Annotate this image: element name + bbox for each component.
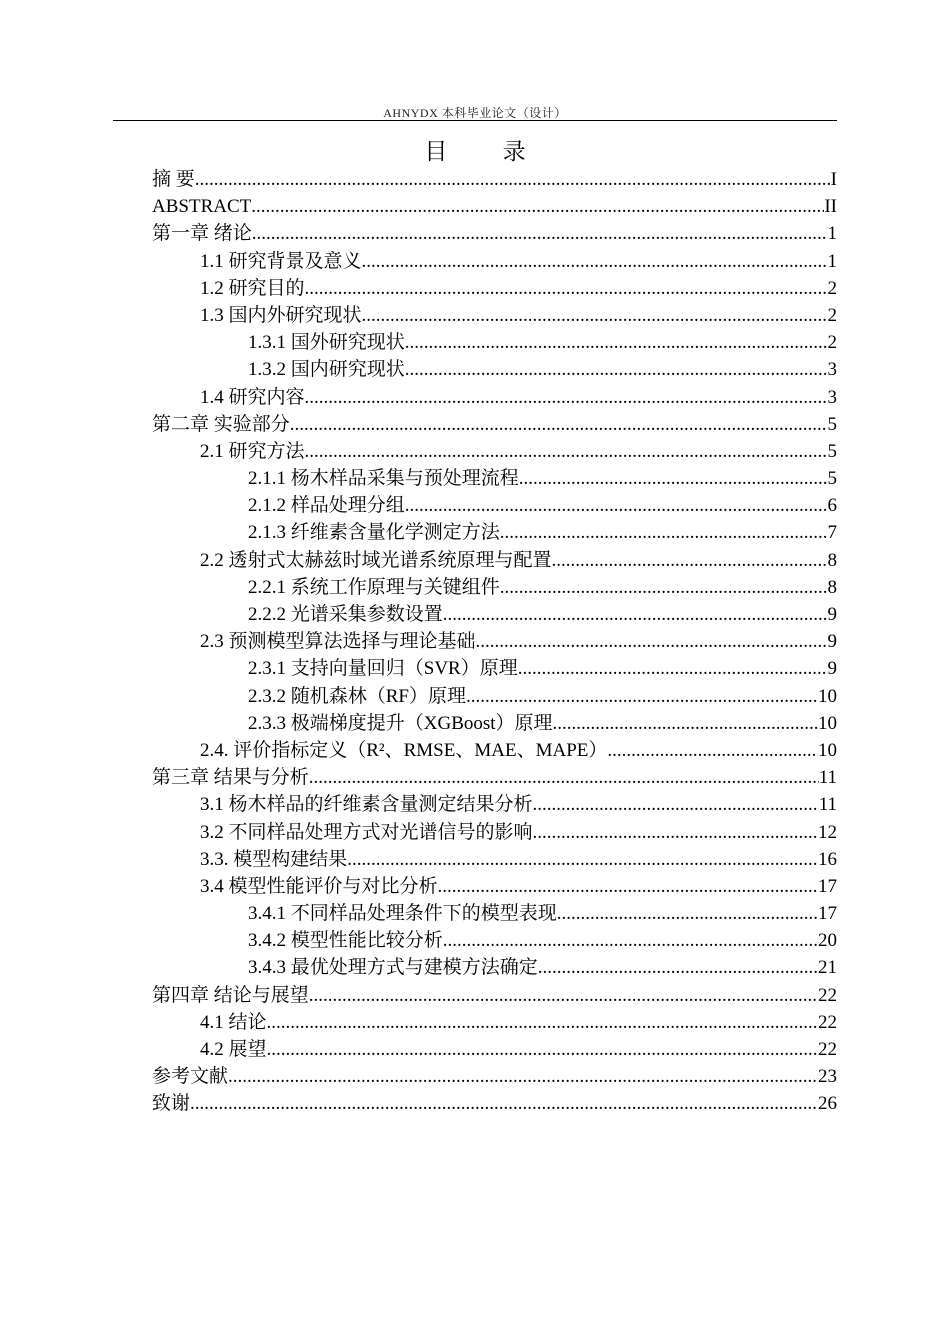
toc-dot-leader: [405, 356, 828, 383]
toc-entry[interactable]: [152, 683, 837, 710]
toc-entry-label: 参考文献: [152, 1066, 229, 1088]
toc-page-number: 5: [827, 468, 837, 490]
toc-page-number: 5: [827, 413, 837, 435]
toc-dot-leader: [500, 519, 828, 546]
toc-dot-leader: [443, 601, 828, 628]
toc-dot-leader: [362, 302, 828, 329]
toc-page-number: 11: [818, 767, 837, 789]
toc-page-number: 10: [818, 712, 837, 734]
toc-page-number: 9: [827, 631, 837, 653]
toc-dot-leader: [466, 683, 818, 710]
toc-dot-leader: [552, 547, 828, 574]
toc-page-number: 23: [818, 1066, 837, 1088]
toc-page-number: 26: [818, 1093, 837, 1115]
toc-entry[interactable]: [152, 954, 837, 981]
toc-entry-label: 3.3. 模型构建结果: [200, 848, 348, 870]
toc-entry[interactable]: [152, 982, 837, 1009]
toc-entry[interactable]: [152, 900, 837, 927]
page-header: AHNYDX 本科毕业论文（设计）: [383, 106, 567, 120]
toc-page-number: 2: [827, 304, 837, 326]
toc-entry-label: 2.3.2 随机森林（RF）原理: [248, 685, 466, 707]
toc-entry-label: 2.3.3 极端梯度提升（XGBoost）原理: [248, 712, 553, 734]
toc-entry-label: 2.1.1 杨木样品采集与预处理流程: [248, 468, 519, 490]
toc-entry-label: 1.3 国内外研究现状: [200, 304, 362, 326]
toc-entry-label: 致谢: [152, 1093, 191, 1115]
toc-entry-label: 第二章 实验部分: [152, 413, 290, 435]
toc-entry-label: ABSTRACT: [152, 196, 252, 218]
toc-entry-label: 2.2 透射式太赫兹时域光谱系统原理与配置: [200, 549, 552, 571]
toc-page-number: 3: [827, 386, 837, 408]
toc-entry-label: 1.2 研究目的: [200, 277, 305, 299]
toc-page-number: 12: [818, 821, 837, 843]
toc-title: 目 录: [424, 139, 550, 165]
toc-entry[interactable]: [152, 927, 837, 954]
toc-entry[interactable]: [152, 1090, 837, 1117]
toc-dot-leader: [228, 1063, 818, 1090]
toc-entry-label: 2.3.1 支持向量回归（SVR）原理: [248, 658, 518, 680]
toc-entry[interactable]: [152, 275, 837, 302]
toc-dot-leader: [251, 193, 824, 220]
toc-dot-leader: [557, 900, 818, 927]
toc-entry[interactable]: [152, 248, 837, 275]
toc-dot-leader: [362, 248, 828, 275]
toc-entry-label: 第三章 结果与分析: [152, 767, 309, 789]
toc-entry[interactable]: [152, 846, 837, 873]
toc-page-number: 8: [827, 576, 837, 598]
toc-dot-leader: [476, 628, 828, 655]
toc-entry[interactable]: [152, 302, 837, 329]
toc-entry[interactable]: [152, 356, 837, 383]
toc-entry[interactable]: [152, 166, 837, 193]
toc-entry[interactable]: [152, 1036, 837, 1063]
toc-page-number: 1: [827, 250, 837, 272]
toc-dot-leader: [267, 1036, 818, 1063]
toc-page-number: 7: [827, 522, 837, 544]
toc-entry-label: 1.3.2 国内研究现状: [248, 359, 405, 381]
toc-dot-leader: [305, 438, 828, 465]
toc-entry[interactable]: [152, 384, 837, 411]
toc-dot-leader: [607, 737, 818, 764]
toc-entry[interactable]: [152, 819, 837, 846]
toc-dot-leader: [405, 492, 828, 519]
toc-entry-label: 2.3 预测模型算法选择与理论基础: [200, 631, 476, 653]
toc-page-number: 21: [818, 957, 837, 979]
toc-entry-label: 4.2 展望: [200, 1039, 267, 1060]
toc-dot-leader: [190, 1090, 818, 1117]
toc-entry[interactable]: [152, 465, 837, 492]
toc-dot-leader: [305, 384, 828, 411]
toc-dot-leader: [252, 220, 828, 247]
toc-entry[interactable]: [152, 655, 837, 682]
toc-entry-label: 2.2.1 系统工作原理与关键组件: [248, 576, 500, 598]
toc-dot-leader: [518, 655, 828, 682]
toc-entry[interactable]: [152, 220, 837, 247]
toc-entry-label: 2.1.3 纤维素含量化学测定方法: [248, 522, 500, 544]
toc-dot-leader: [309, 982, 818, 1009]
toc-dot-leader: [500, 574, 828, 601]
toc-entry-label: 2.2.2 光谱采集参数设置: [248, 604, 443, 625]
toc-dot-leader: [195, 166, 831, 193]
toc-page-number: 11: [818, 794, 837, 816]
toc-page-number: 16: [818, 848, 837, 870]
toc-page-number: 6: [827, 495, 837, 517]
toc-page-number: 3: [827, 359, 837, 381]
toc-page-number: II: [824, 196, 837, 218]
toc-entry-label: 1.4 研究内容: [200, 386, 305, 408]
toc-page-number: 5: [827, 440, 837, 462]
toc-page-number: 17: [818, 875, 837, 897]
toc-entry-label: 2.1 研究方法: [200, 440, 305, 462]
toc-entry[interactable]: [152, 791, 837, 818]
toc-entry[interactable]: [152, 1063, 837, 1090]
toc-entry-label: 1.1 研究背景及意义: [200, 250, 362, 272]
toc-entry[interactable]: [152, 601, 837, 628]
toc-page-number: 22: [818, 1039, 837, 1060]
toc-entry-label: 摘 要: [152, 169, 195, 190]
toc-page-number: 2: [827, 332, 837, 354]
toc-page-number: 9: [827, 658, 837, 680]
toc-page-number: I: [830, 169, 837, 190]
toc-dot-leader: [538, 954, 818, 981]
toc-dot-leader: [553, 710, 818, 737]
header-rule: [113, 120, 837, 121]
toc-dot-leader: [519, 465, 828, 492]
toc-page-number: 9: [827, 604, 837, 625]
toc-entry[interactable]: [152, 873, 837, 900]
toc-entry[interactable]: [152, 574, 837, 601]
toc-entry-label: 3.2 不同样品处理方式对光谱信号的影响: [200, 821, 533, 843]
toc-entry[interactable]: [152, 737, 837, 764]
toc-page-number: 1: [827, 223, 837, 245]
toc-entry[interactable]: [152, 764, 837, 791]
toc-dot-leader: [405, 329, 828, 356]
toc-dot-leader: [443, 927, 818, 954]
toc-entry-label: 第四章 结论与展望: [152, 984, 309, 1006]
toc-entry[interactable]: [152, 193, 837, 220]
toc-entry[interactable]: [152, 1009, 837, 1036]
toc-dot-leader: [267, 1009, 818, 1036]
toc-dot-leader: [533, 819, 818, 846]
toc-dot-leader: [309, 764, 819, 791]
toc-page-number: 22: [818, 1011, 837, 1033]
toc-entry[interactable]: [152, 411, 837, 438]
toc-entry-label: 3.4.2 模型性能比较分析: [248, 930, 443, 952]
toc-entry-label: 3.4.3 最优处理方式与建模方法确定: [248, 957, 538, 979]
toc-entry-label: 2.4. 评价指标定义（R²、RMSE、MAE、MAPE）: [200, 739, 608, 761]
toc-entry[interactable]: [152, 628, 837, 655]
toc-entry-label: 3.4.1 不同样品处理条件下的模型表现: [248, 903, 557, 925]
toc-entry[interactable]: [152, 710, 837, 737]
toc-entry-label: 1.3.1 国外研究现状: [248, 332, 405, 354]
toc-dot-leader: [290, 411, 828, 438]
toc-page-number: 8: [827, 549, 837, 571]
toc-entry[interactable]: [152, 329, 837, 356]
toc-page-number: 10: [818, 739, 837, 761]
toc-entry-label: 2.1.2 样品处理分组: [248, 495, 405, 517]
toc-page-number: 2: [827, 277, 837, 299]
toc-dot-leader: [347, 846, 818, 873]
toc-page-number: 22: [818, 984, 837, 1006]
toc-entry[interactable]: [152, 438, 837, 465]
toc-dot-leader: [438, 873, 818, 900]
toc-dot-leader: [305, 275, 828, 302]
toc-page-number: 17: [818, 903, 837, 925]
toc-dot-leader: [533, 791, 819, 818]
toc-page-number: 20: [818, 930, 837, 952]
toc-page-number: 10: [818, 685, 837, 707]
toc-entry-label: 4.1 结论: [200, 1011, 267, 1033]
table-of-contents: [152, 166, 837, 1118]
toc-entry[interactable]: [152, 492, 837, 519]
toc-entry-label: 3.1 杨木样品的纤维素含量测定结果分析: [200, 794, 533, 816]
toc-entry[interactable]: [152, 519, 837, 546]
toc-entry-label: 3.4 模型性能评价与对比分析: [200, 875, 438, 897]
toc-entry[interactable]: [152, 547, 837, 574]
toc-entry-label: 第一章 绪论: [152, 223, 252, 245]
